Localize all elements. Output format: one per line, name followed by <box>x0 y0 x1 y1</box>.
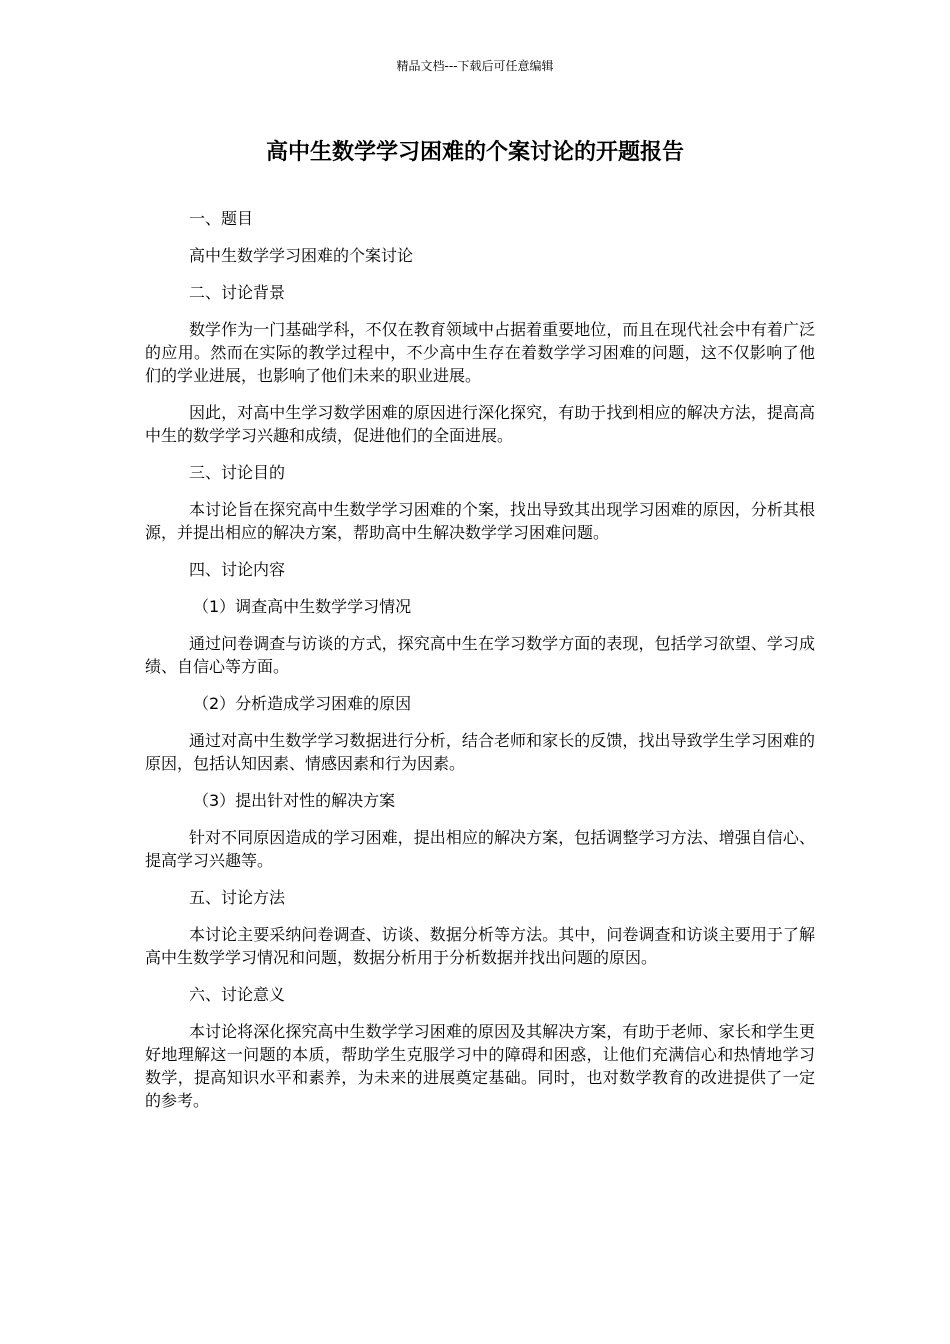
section-heading-content: 四、讨论内容 <box>189 560 286 579</box>
document-title: 高中生数学学习困难的个案讨论的开题报告 <box>265 140 684 165</box>
header-note: 精品文档---下载后可任意编辑 <box>396 59 554 73</box>
significance-paragraph: 本讨论将深化探究高中生数学学习困难的原因及其解决方案，有助于老师、家长和学生更好地理解这一问题的本质，帮助学生克服学习中的障碍和困惑，让他们充满信心和热情地学习数学，提高知识水平和素养，为未来的进展奠定基础。同时，也对数学教育的改进提供了一定的参考。 <box>145 1022 815 1110</box>
content-subheading-1: （1）调查高中生数学学习情况 <box>193 597 412 616</box>
section-heading-method: 五、讨论方法 <box>189 888 286 907</box>
content-paragraph-1: 通过问卷调查与访谈的方式，探究高中生在学习数学方面的表现，包括学习欲望、学习成绩、自信心等方面。 <box>145 634 815 676</box>
section-heading-topic: 一、题目 <box>189 209 254 228</box>
section-heading-significance: 六、讨论意义 <box>189 985 286 1004</box>
topic-text: 高中生数学学习困难的个案讨论 <box>189 246 414 265</box>
section-heading-purpose: 三、讨论目的 <box>189 463 286 482</box>
content-subheading-2: （2）分析造成学习困难的原因 <box>193 694 412 713</box>
section-heading-background: 二、讨论背景 <box>189 283 286 302</box>
background-paragraph-2: 因此，对高中生学习数学困难的原因进行深化探究，有助于找到相应的解决方法，提高高中生的数学学习兴趣和成绩，促进他们的全面进展。 <box>145 403 815 445</box>
content-paragraph-2: 通过对高中生数学学习数据进行分析，结合老师和家长的反馈，找出导致学生学习困难的原因，包括认知因素、情感因素和行为因素。 <box>145 731 815 773</box>
content-subheading-3: （3）提出针对性的解决方案 <box>193 791 396 810</box>
method-paragraph: 本讨论主要采纳问卷调查、访谈、数据分析等方法。其中，问卷调查和访谈主要用于了解高中生数学学习情况和问题，数据分析用于分析数据并找出问题的原因。 <box>145 925 815 967</box>
document-body <box>145 207 815 1126</box>
content-paragraph-3: 针对不同原因造成的学习困难，提出相应的解决方案，包括调整学习方法、增强自信心、提高学习兴趣等。 <box>145 828 815 870</box>
purpose-paragraph: 本讨论旨在探究高中生数学学习困难的个案，找出导致其出现学习困难的原因，分析其根源，并提出相应的解决方案，帮助高中生解决数学学习困难问题。 <box>145 500 815 542</box>
background-paragraph-1: 数学作为一门基础学科，不仅在教育领域中占据着重要地位，而且在现代社会中有着广泛的应用。然而在实际的教学过程中，不少高中生存在着数学学习困难的问题，这不仅影响了他们的学业进展，也影响了他们未来的职业进展。 <box>145 320 815 385</box>
